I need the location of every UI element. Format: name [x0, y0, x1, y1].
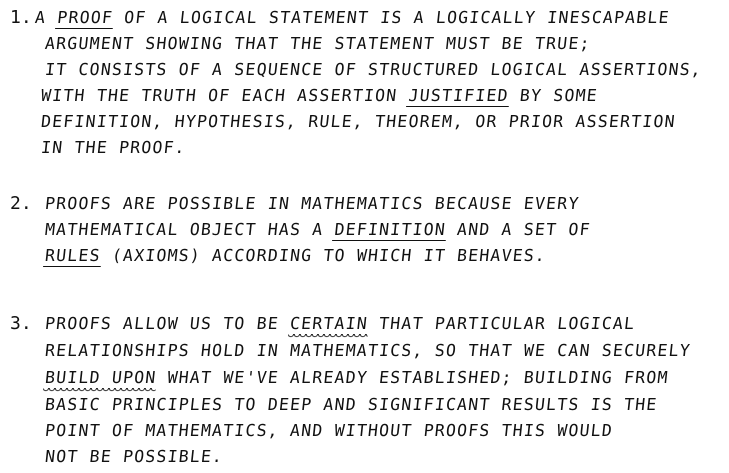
- text-run: NOT BE POSSIBLE.: [44, 447, 225, 466]
- text-run: WITH THE TRUTH OF EACH ASSERTION: [40, 86, 410, 105]
- text-run: BASIC PRINCIPLES TO DEEP AND SIGNIFICANT RESULTS IS THE: [44, 395, 659, 414]
- text-run: ARGUMENT SHOWING THAT THE STATEMENT MUST BE TRUE;: [44, 34, 592, 53]
- text-run: MATHEMATICAL OBJECT HAS A: [44, 220, 336, 239]
- text-run: (AXIOMS) ACCORDING TO WHICH IT BEHAVES.: [99, 246, 548, 265]
- text-run: THAT PARTICULAR LOGICAL: [366, 314, 637, 333]
- text-line: [44, 246, 547, 266]
- text-run: BY SOME: [507, 86, 599, 105]
- text-run: AND A SET OF: [444, 220, 592, 239]
- text-line: [40, 112, 677, 132]
- underlined-word: JUSTIFIED: [407, 86, 510, 105]
- text-line: [44, 34, 592, 54]
- text-line: [44, 314, 636, 334]
- text-run: PROOFS ALLOW US TO BE: [44, 314, 292, 333]
- paragraph-number: 3.: [10, 313, 32, 334]
- text-run: WHAT WE'VE ALREADY ESTABLISHED; BUILDING FROM: [155, 368, 670, 387]
- text-run: IT CONSISTS OF A SEQUENCE OF STRUCTURED LOGICAL ASSERTIONS,: [44, 60, 704, 79]
- text-line: [44, 194, 581, 214]
- text-line: [44, 220, 592, 240]
- text-run: DEFINITION, HYPOTHESIS, RULE, THEOREM, OR PRIOR ASSERTION: [40, 112, 677, 131]
- underlined-word: DEFINITION: [333, 220, 447, 239]
- text-line: [34, 8, 671, 28]
- text-run: PROOFS ARE POSSIBLE IN MATHEMATICS BECAUSE EVERY: [44, 194, 581, 213]
- text-line: [44, 395, 658, 415]
- text-line: [44, 368, 670, 388]
- text-run: A: [34, 8, 59, 27]
- text-run: RELATIONSHIPS HOLD IN MATHEMATICS, SO THAT WE CAN SECURELY: [44, 341, 692, 360]
- text-run: POINT OF MATHEMATICS, AND WITHOUT PROOFS THIS WOULD: [44, 421, 614, 440]
- paragraph-number: 2.: [10, 193, 32, 214]
- text-line: [44, 447, 224, 467]
- text-run: OF A LOGICAL STATEMENT IS A LOGICALLY INESCAPABLE: [112, 8, 671, 27]
- underlined-word: RULES: [44, 246, 102, 265]
- text-line: [40, 138, 187, 158]
- text-line: [40, 86, 599, 106]
- text-line: [44, 60, 703, 80]
- paragraph-number: 1.: [10, 7, 32, 28]
- underlined-word: PROOF: [56, 8, 115, 27]
- text-line: [44, 421, 614, 441]
- wavy-underlined-word: CERTAIN: [289, 314, 369, 333]
- wavy-underlined-word: BUILD UPON: [44, 368, 158, 387]
- text-run: IN THE PROOF.: [40, 138, 187, 157]
- text-line: [44, 341, 692, 361]
